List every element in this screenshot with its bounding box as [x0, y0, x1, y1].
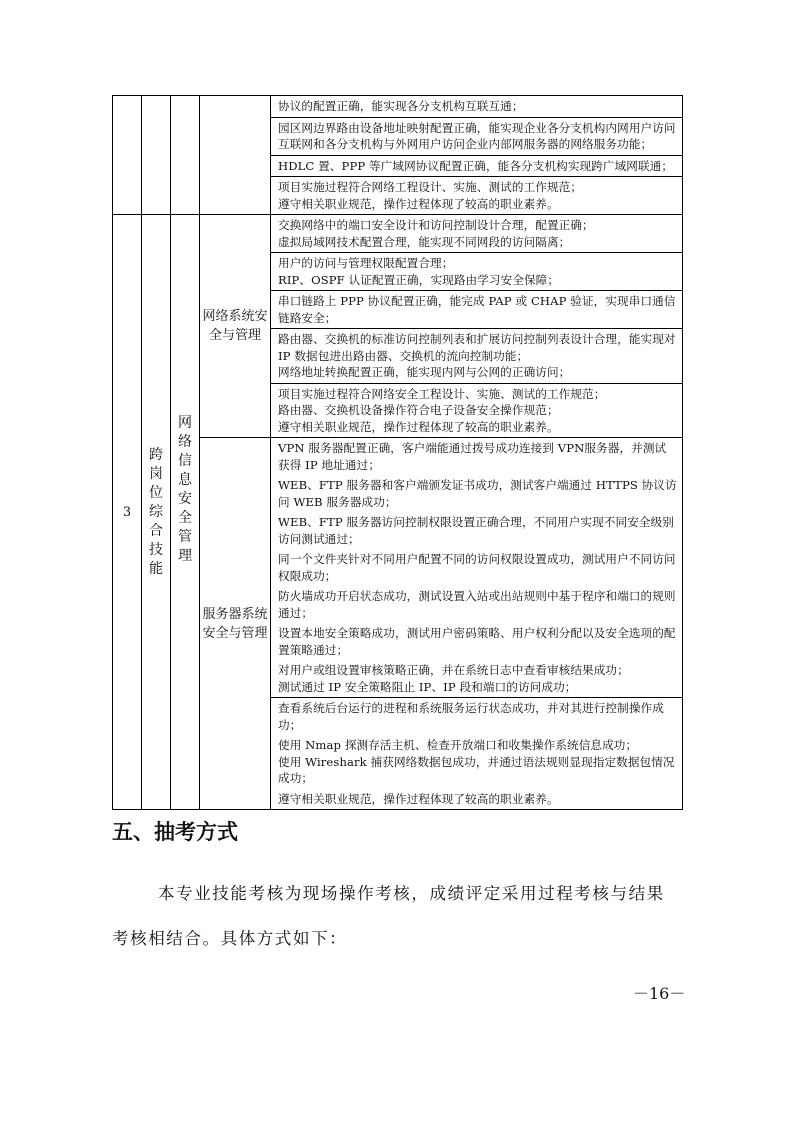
detail-entry: 路由器、交换机的标准访问控制列表和扩展访问控制列表设计合理，能实现对 IP 数据包进出路由器、交换机的流向控制功能； 网络地址转换配置正确，能实现内网与公网的正确访问；: [271, 328, 682, 383]
subcategory-cell-empty: [171, 96, 200, 215]
vertical-char: 息: [178, 471, 192, 488]
detail-entry: 查看系统后台运行的进程和系统服务运行状态成功，并对其进行控制操作成功；: [271, 697, 682, 735]
vertical-char: 跨: [149, 446, 163, 463]
category-cell-empty: [142, 96, 171, 215]
detail-entry: 用户的访问与管理权限配置合理； RIP、OSPF 认证配置正确，实现路由学习安全保障；: [271, 252, 682, 290]
table-row: [113, 438, 683, 810]
detail-entry: 串口链路上 PPP 协议配置正确，能完成 PAP 或 CHAP 验证，实现串口通信链路安全；: [271, 290, 682, 328]
vertical-char: 合: [149, 522, 163, 539]
vertical-char: 络: [178, 433, 192, 450]
section-heading: 五、抽考方式: [112, 820, 238, 844]
vertical-char: 信: [178, 452, 192, 469]
skills-table: [112, 95, 683, 810]
detail-cell: [271, 96, 683, 215]
vertical-char: 全: [178, 509, 192, 526]
detail-entry: VPN 服务器配置正确，客户端能通过拨号成功连接到 VPN服务器，并测试获得 IP 地址通过；: [278, 441, 667, 472]
detail-cell: [271, 438, 683, 810]
number-cell-empty: [113, 96, 142, 215]
subcategory-cell: [171, 414, 200, 810]
task-name: 网络系统安全与管理: [200, 215, 271, 438]
detail-entry: 交换网络中的端口安全设计和访问控制设计合理，配置正确； 虚拟局域网技术配置合理，能实现不同网段的访问隔离；: [278, 218, 594, 249]
vertical-char: 管: [178, 528, 192, 545]
detail-cell: [271, 215, 683, 438]
subcategory-cell-top: [171, 215, 200, 438]
page-number: －16－: [633, 984, 686, 1003]
detail-entry: WEB、FTP 服务器访问控制权限设置正确合理，不同用户实现不同安全级别访问测试通过；: [278, 515, 674, 546]
paragraph-line: 本专业技能考核为现场操作考核，成绩评定采用过程考核与结果: [158, 884, 665, 903]
detail-entry: 防火墙成功开启状态成功，测试设置入站或出站规则中基于程序和端口的规则通过；: [278, 589, 676, 620]
detail-entry: 项目实施过程符合网络工程设计、实施、测试的工作规范； 遵守相关职业规范，操作过程体现了较高的职业素养。: [271, 176, 682, 214]
vertical-char: 岗: [149, 465, 163, 482]
vertical-char: 位: [149, 484, 163, 501]
detail-entry: 项目实施过程符合网络安全工程设计、实施、测试的工作规范； 路由器、交换机设备操作符合电子设备安全操作规范； 遵守相关职业规范，操作过程体现了较高的职业素养。: [271, 383, 682, 438]
detail-entry: WEB、FTP 服务器和客户端颁发证书成功，测试客户端通过 HTTPS 协议访问 WEB 服务器成功；: [278, 478, 677, 509]
detail-entry: 园区网边界路由设备地址映射配置正确，能实现企业各分支机构内网用户访问互联网和各分支机构与外网用户访问企业内部网服务器的网络服务功能；: [271, 117, 682, 155]
detail-entry: 同一个文件夹针对不同用户配置不同的访问权限设置成功，测试用户不同访问权限成功；: [278, 552, 676, 583]
table-row: [113, 96, 683, 215]
task-cell-empty: [200, 96, 271, 215]
vertical-char: 网: [178, 414, 192, 431]
detail-entry: 对用户或组设置审核策略正确，并在系统日志中查看审核结果成功； 测试通过 IP 安全策略阻止 IP、IP 段和端口的访问成功；: [278, 663, 629, 694]
category-label: [142, 446, 170, 579]
detail-entry: 协议的配置正确，能实现各分支机构互联互通；: [278, 99, 524, 113]
vertical-char: 技: [149, 541, 163, 558]
vertical-char: 能: [149, 560, 163, 577]
row-number: 3: [113, 215, 142, 810]
paragraph-line: 考核相结合。具体方式如下：: [112, 929, 348, 948]
detail-entry: 设置本地安全策略成功，测试用户密码策略、用户权利分配以及安全选项的配置策略通过；: [278, 626, 676, 657]
vertical-char: 理: [178, 547, 192, 564]
vertical-char: 安: [178, 490, 192, 507]
category-cell: [142, 215, 171, 810]
subcategory-label: [171, 414, 199, 566]
table-row: [113, 215, 683, 438]
vertical-char: 综: [149, 503, 163, 520]
task-name: 服务器系统安全与管理: [200, 438, 271, 810]
detail-entry: 使用 Nmap 探测存活主机、检查开放端口和收集操作系统信息成功； 使用 Wireshark 捕获网络数据包成功，并通过语法规则显现指定数据包情况成功；: [278, 738, 675, 785]
detail-entry: HDLC 置、PPP 等广域网协议配置正确，能各分支机构实现跨广域网联通；: [271, 155, 682, 177]
detail-entry: 遵守相关职业规范，操作过程体现了较高的职业素养。: [278, 791, 559, 806]
